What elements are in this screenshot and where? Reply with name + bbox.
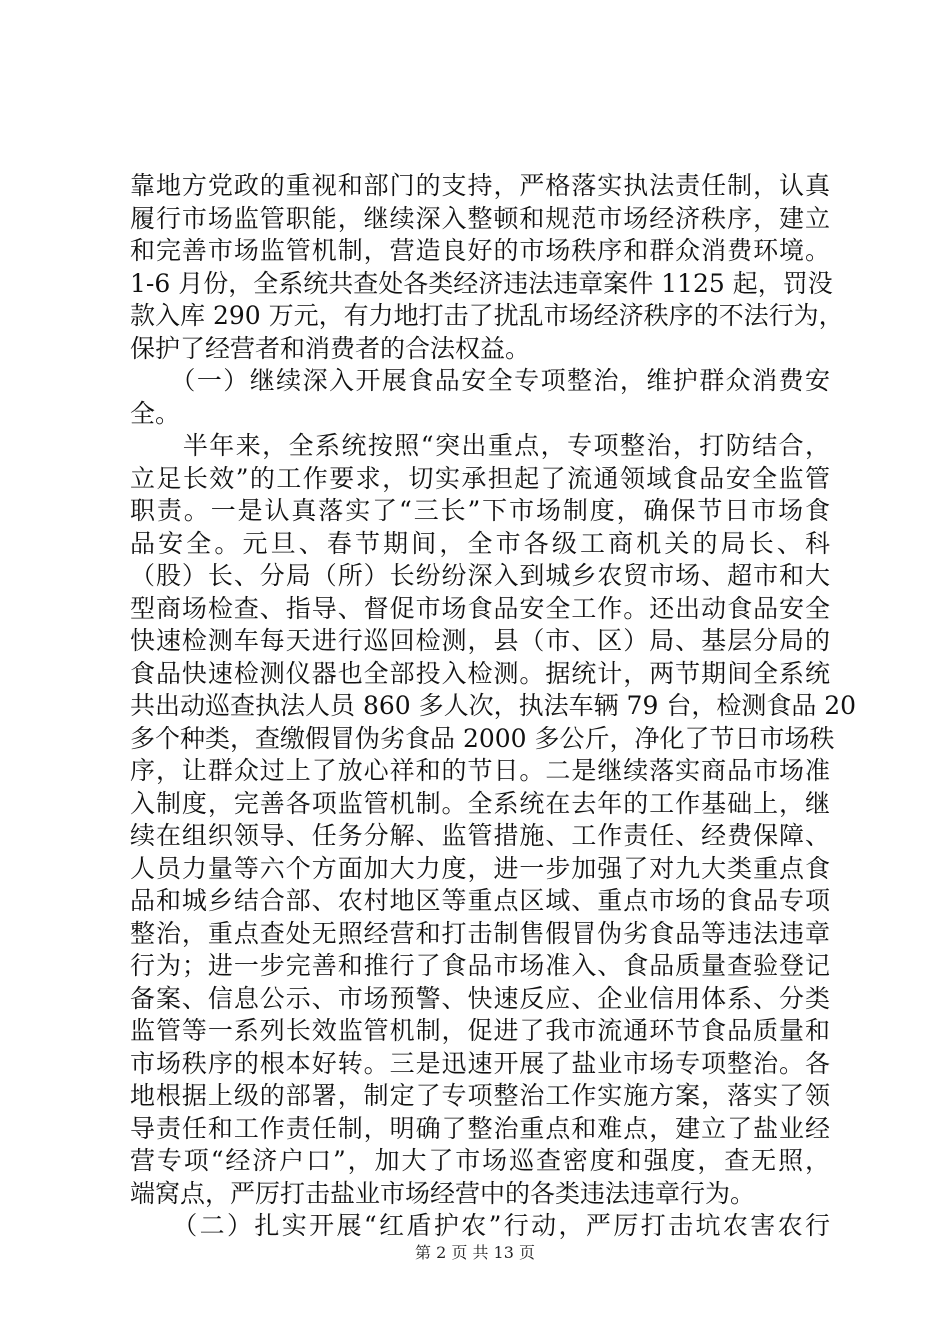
text-line: 款入库 290 万元，有力地打击了扰乱市场经济秩序的不法行为， [130,301,844,330]
text-line: 多个种类，查缴假冒伪劣食品 2000 多公斤，净化了节日市场秩 [130,723,835,753]
text-line: 入制度，完善各项监管机制。全系统在去年的工作基础上，继 [130,788,830,818]
text-line: 市场秩序的根本好转。三是迅速开展了盐业市场专项整治。各 [130,1048,830,1078]
text-line: 立足长效”的工作要求，切实承担起了流通领域食品安全监管 [130,463,830,493]
text-line: 人员力量等六个方面加大力度，进一步加强了对九大类重点食 [130,853,830,883]
document-body [130,170,857,1243]
text-line: 半年来，全系统按照“突出重点，专项整治，打防结合， [130,431,830,460]
text-line: 快速检测车每天进行巡回检测，县（市、区）局、基层分局的 [130,626,830,655]
text-line: 备案、信息公示、市场预警、快速反应、企业信用体系、分类 [130,983,830,1013]
text-line: 品安全。元旦、春节期间，全市各级工商机关的局长、科 [130,528,830,558]
text-line: 品和城乡结合部、农村地区等重点区域、重点市场的食品专项 [130,886,830,915]
text-line: 地根据上级的部署，制定了专项整治工作实施方案，落实了领 [130,1081,830,1110]
text-line: 和完善市场监管机制，营造良好的市场秩序和群众消费环境。 [130,236,830,265]
text-line: 靠地方党政的重视和部门的支持，严格落实执法责任制，认真 [130,171,830,200]
text-line: 整治，重点查处无照经营和打击制售假冒伪劣食品等违法违章 [130,918,830,948]
text-line: 营专项“经济户口”，加大了市场巡查密度和强度，查无照， [130,1146,830,1175]
text-line: 监管等一系列长效监管机制，促进了我市流通环节食品质量和 [130,1016,830,1045]
text-line: 行为；进一步完善和推行了食品市场准入、食品质量查验登记 [130,951,830,980]
text-line: 职责。一是认真落实了“三长”下市场制度，确保节日市场食 [130,496,830,525]
text-line: 保护了经营者和消费者的合法权益。 [130,333,531,363]
text-line: 食品快速检测仪器也全部投入检测。据统计，两节期间全系统 [130,658,830,688]
text-line: 共出动巡查执法人员 860 多人次，执法车辆 79 台，检测食品 20 [130,691,857,720]
text-line: （二）扎实开展“红盾护农”行动，严厉打击坑农害农行 [130,1211,830,1240]
text-line: 续在组织领导、任务分解、监管措施、工作责任、经费保障、 [130,821,830,850]
text-line: 1-6 月份，全系统共查处各类经济违法违章案件 1125 起，罚没 [130,268,833,298]
text-line: 履行市场监管职能，继续深入整顿和规范市场经济秩序，建立 [130,203,830,233]
text-line: 型商场检查、指导、督促市场食品安全工作。还出动食品安全 [130,593,830,623]
text-line: （股）长、分局（所）长纷纷深入到城乡农贸市场、超市和大 [130,561,830,590]
text-line: 序，让群众过上了放心祥和的节日。二是继续落实商品市场准 [130,756,830,785]
text-line: 导责任和工作责任制，明确了整治重点和难点，建立了盐业经 [130,1113,830,1143]
text-line: 全。 [130,398,181,428]
page-footer: 第 2 页 共 13 页 [415,1243,535,1262]
text-line: （一）继续深入开展食品安全专项整治，维护群众消费安 [130,366,830,395]
text-line: 端窝点，严厉打击盐业市场经营中的各类违法违章行为。 [130,1178,756,1208]
